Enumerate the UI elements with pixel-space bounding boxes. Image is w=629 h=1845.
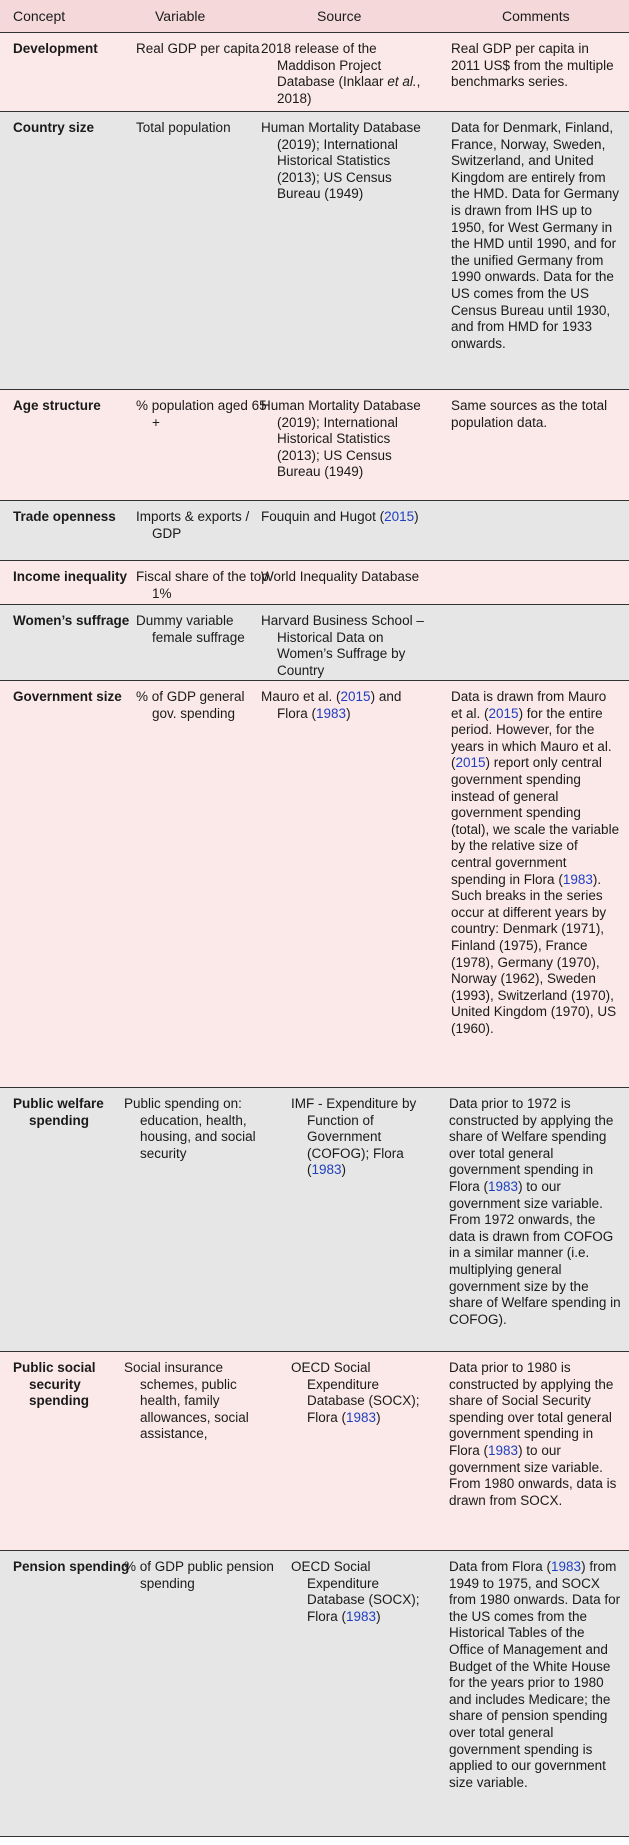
source-cell: Harvard Business School – Historical Data on Women’s Suffrage by Country: [261, 613, 424, 678]
citation-link[interactable]: 1983: [346, 1409, 377, 1425]
header-variable: Variable: [155, 8, 206, 24]
table-header: [0, 0, 629, 33]
citation-link[interactable]: 1983: [316, 705, 347, 721]
table-row: [0, 501, 629, 561]
variable-cell: Social insurance schemes, public health, family allowances, social assistance,: [124, 1360, 249, 1442]
table-row: [0, 1088, 629, 1352]
concept-cell: Development: [13, 41, 98, 56]
variable-cell: % of GDP public pension spending: [124, 1559, 274, 1591]
citation-link[interactable]: 1983: [551, 1559, 582, 1574]
source-cell: Fouquin and Hugot (2015): [261, 509, 419, 524]
variable-cell: Total population: [136, 120, 231, 135]
table-row: [0, 33, 629, 112]
comments-cell: Data from Flora (1983) from 1949 to 1975, and SOCX from 1980 onwards. Data for the US comes from the Historical Tables of the Office of Management and Budget of the White House for the years prior to 1980 and includes Medicare; the share of pension spending over total general government spending is applied to our government size variable.: [449, 1559, 621, 1790]
source-cell: OECD Social Expenditure Database (SOCX); Flora (1983): [291, 1559, 420, 1624]
comments-cell: Data prior to 1980 is constructed by applying the share of Social Security spending over total general government spending in Flora (1983) to our government size variable. From 1980 onwards, data is drawn from SOCX.: [449, 1360, 617, 1508]
source-cell: 2018 release of the Maddison Project Database (Inklaar et al., 2018): [261, 41, 421, 106]
variable-cell: Dummy variable female suffrage: [136, 613, 245, 645]
variable-cell: Real GDP per capita: [136, 41, 260, 56]
citation-link[interactable]: 1983: [311, 1162, 342, 1178]
variable-cell: % population aged 65 +: [136, 398, 267, 430]
source-cell: Human Mortality Database (2019); International Historical Statistics (2013); US Census Bureau (1949): [261, 398, 421, 480]
variable-cell: Fiscal share of the top 1%: [136, 569, 269, 601]
header-concept: Concept: [13, 8, 66, 24]
concept-cell: Country size: [13, 120, 95, 135]
citation-link[interactable]: 1983: [346, 1608, 377, 1624]
source-cell: OECD Social Expenditure Database (SOCX); Flora (1983): [291, 1360, 420, 1425]
concept-cell: Income inequality: [13, 569, 128, 584]
source-cell: Mauro et al. (2015) and Flora (1983): [261, 689, 402, 721]
source-cell: World Inequality Database: [261, 569, 420, 584]
table-row: [0, 561, 629, 605]
table-row: [0, 112, 629, 390]
table-row: [0, 681, 629, 1088]
citation-link[interactable]: 1983: [562, 871, 593, 887]
variable-cell: Imports & exports / GDP: [136, 509, 250, 541]
table-row: [0, 1551, 629, 1837]
citation-link[interactable]: 2015: [488, 705, 519, 721]
concept-cell: Trade openness: [13, 509, 116, 524]
concept-cell: Government size: [13, 689, 122, 704]
variable-cell: % of GDP general gov. spending: [136, 689, 245, 721]
concept-cell: Age structure: [13, 398, 101, 413]
comments-cell: Data is drawn from Mauro et al. (2015) for the entire period. However, for the years in which Mauro et al. (2015) report only central government spending instead of general government spending (total), we scale the variable by the relative size of central government spending in Flora (1983). Such breaks in the series occur at different years by country: Denmark (1971), Finland (1975), France (1978), Germany (1970), Norway (1962), Sweden (1993), Switzerland (1970), United Kingdom (1970), US (1960).: [451, 689, 620, 1036]
table-row: [0, 1352, 629, 1551]
table-row: [0, 605, 629, 681]
concept-cell: Pension spending: [13, 1559, 130, 1574]
header-comments: Comments: [502, 8, 570, 24]
concept-cell: Public social security spending: [13, 1360, 96, 1409]
citation-link[interactable]: 2015: [384, 509, 415, 524]
citation-link[interactable]: 2015: [455, 755, 486, 771]
header-source: Source: [317, 8, 362, 24]
citation-link[interactable]: 2015: [340, 689, 371, 704]
source-cell: IMF - Expenditure by Function of Government (COFOG); Flora (1983): [291, 1096, 417, 1178]
comments-cell: Data prior to 1972 is constructed by applying the share of Welfare spending over total general government spending in Flora (1983) to our government size variable. From 1972 onwards, the data is drawn from COFOG in a similar manner (i.e. multiplying general government size by the share of Welfare spending in COFOG).: [449, 1096, 621, 1327]
citation-link[interactable]: 1983: [488, 1442, 519, 1458]
concept-cell: Public welfare spending: [13, 1096, 104, 1128]
comments-cell: Data for Denmark, Finland, France, Norway, Sweden, Switzerland, and United Kingdom are entirely from the HMD. Data for Germany is drawn from IHS up to 1950, for West Germany in the HMD until 1990, and for the unified Germany from 1990 onwards. Data for the US comes from the US Census Bureau until 1930, and from HMD for 1933 onwards.: [451, 120, 620, 351]
citation-link[interactable]: 1983: [488, 1178, 519, 1194]
comments-cell: Real GDP per capita in 2011 US$ from the multiple benchmarks series.: [451, 41, 614, 90]
concept-cell: Women’s suffrage: [13, 613, 130, 628]
variable-cell: Public spending on: education, health, housing, and social security: [124, 1096, 256, 1161]
table-row: [0, 390, 629, 501]
source-cell: Human Mortality Database (2019); International Historical Statistics (2013); US Census Bureau (1949): [261, 120, 421, 202]
comments-cell: Same sources as the total population data.: [451, 398, 608, 430]
